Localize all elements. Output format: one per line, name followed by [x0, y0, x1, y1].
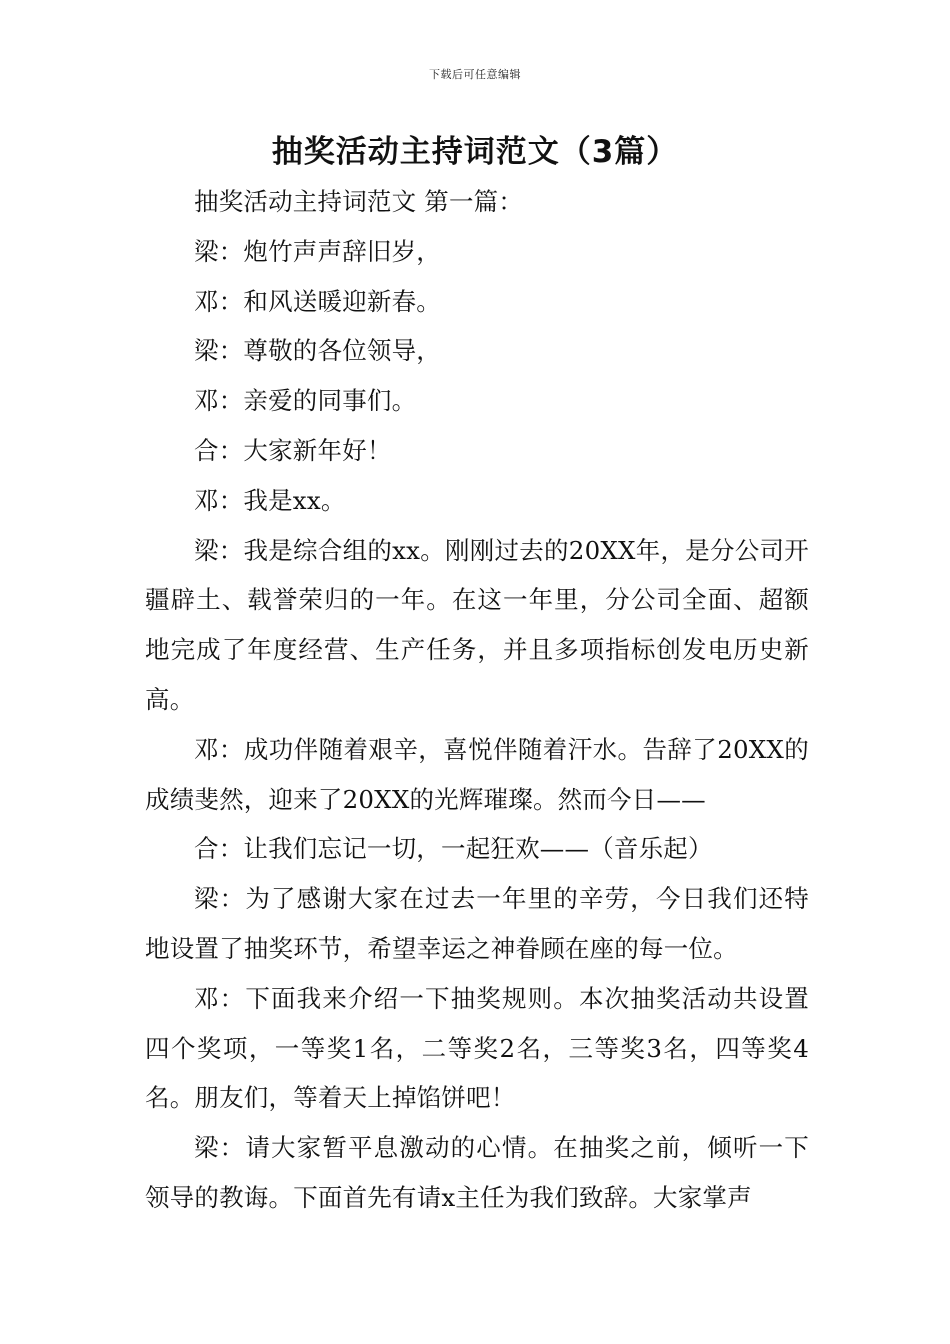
paragraph: 梁：为了感谢大家在过去一年里的辛劳，今日我们还特地设置了抽奖环节，希望幸运之神眷顾在座的每一位。 [145, 884, 809, 963]
paragraph: 邓：我是xx。 [194, 485, 346, 515]
paragraph: 梁：炮竹声声辞旧岁， [194, 236, 441, 266]
paragraph: 邓：成功伴随着艰辛，喜悦伴随着汗水。告辞了20XX的成绩斐然，迎来了20XX的光辉璀璨。然而今日—— [145, 734, 809, 814]
paragraph: 邓：下面我来介绍一下抽奖规则。本次抽奖活动共设置四个奖项，一等奖1名，二等奖2名，三等奖3名，四等奖4名。朋友们，等着天上掉馅饼吧！ [145, 983, 809, 1113]
paragraph: 梁：我是综合组的xx。刚刚过去的20XX年，是分公司开疆辟土、载誉荣归的一年。在这一年里，分公司全面、超额地完成了年度经营、生产任务，并且多项指标创发电历史新高。 [145, 535, 809, 714]
document-body [145, 177, 809, 1223]
paragraph: 梁：请大家暂平息激动的心情。在抽奖之前，倾听一下领导的教诲。下面首先有请x主任为我们致辞。大家掌声 [145, 1133, 809, 1212]
paragraph: 梁：尊敬的各位领导， [194, 336, 441, 366]
paragraph: 邓：和风送暖迎新春。 [194, 286, 441, 316]
paragraph: 合：让我们忘记一切，一起狂欢——（音乐起） [194, 834, 713, 864]
paragraph-section-heading: 抽奖活动主持词范文 第一篇： [194, 187, 524, 216]
paragraph: 邓：亲爱的同事们。 [194, 386, 417, 416]
page-header-note: 下载后可任意编辑 [429, 68, 521, 81]
document-title: 抽奖活动主持词范文（3篇） [271, 134, 679, 170]
paragraph: 合：大家新年好！ [194, 435, 392, 465]
